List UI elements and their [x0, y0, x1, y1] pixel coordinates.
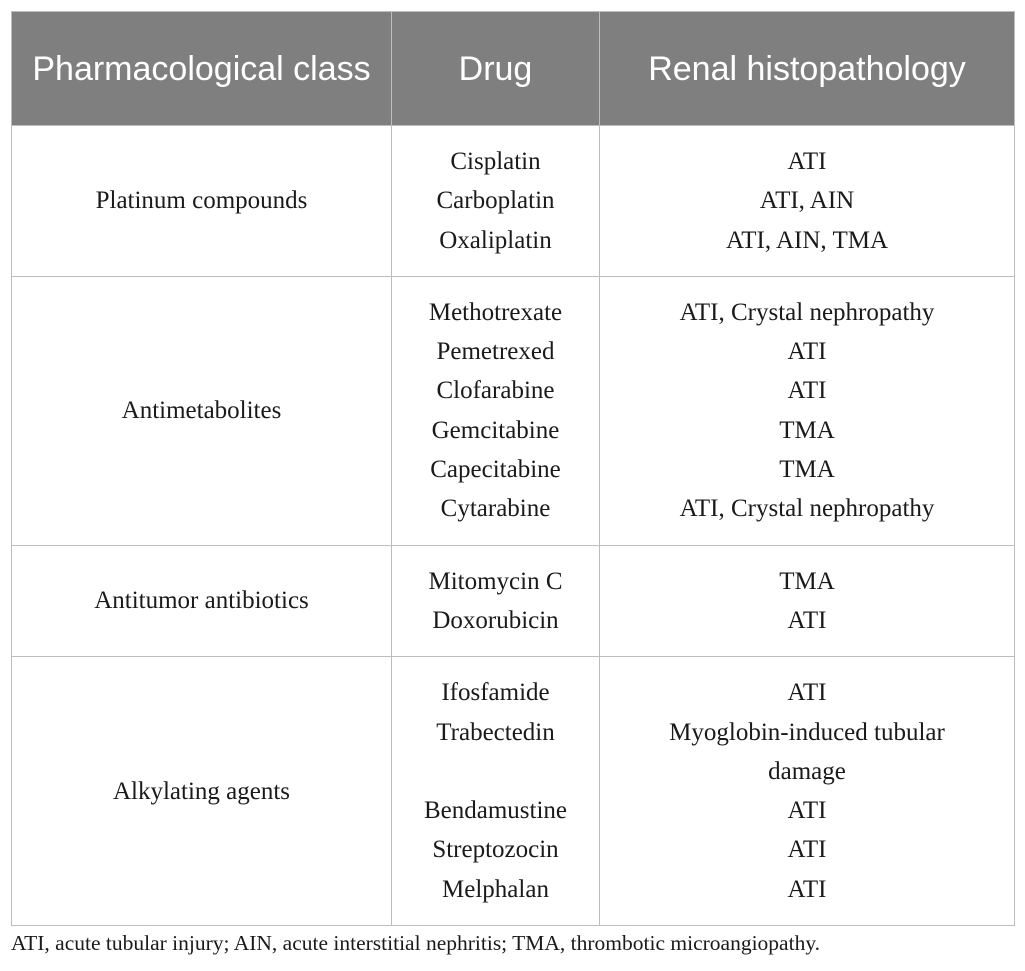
- pathology-value: ATI, Crystal nephropathy: [679, 298, 935, 326]
- header-row: [12, 12, 1015, 126]
- drug-name: Cisplatin: [450, 148, 541, 175]
- drug-name: Bendamustine: [423, 797, 568, 825]
- pathology-value: ATI: [787, 338, 827, 366]
- drug-name: Doxorubicin: [432, 606, 559, 634]
- pathology-value: ATI: [787, 377, 827, 405]
- pathology-cell: [600, 545, 1015, 657]
- pathology-value: ATI, AIN, TMA: [725, 226, 889, 254]
- pathology-cell: [600, 276, 1015, 545]
- header-pharmacological-class: Pharmacological class: [12, 12, 392, 126]
- drug-cell: [392, 276, 600, 545]
- drug-name: Trabectedin: [436, 718, 555, 746]
- drug-table-container: [11, 11, 1014, 926]
- drug-name-spacer: [402, 752, 589, 791]
- class-cell: Antimetabolites: [12, 276, 392, 545]
- pathology-value: Myoglobin-induced tubular: [669, 718, 945, 746]
- pathology-value: ATI: [787, 679, 827, 707]
- pathology-value: ATI: [787, 875, 827, 903]
- pathology-value: ATI: [787, 836, 827, 864]
- table-row: [12, 126, 1015, 277]
- pathology-value: ATI: [787, 606, 827, 634]
- drug-name: Streptozocin: [432, 836, 559, 864]
- drug-name: Oxaliplatin: [439, 226, 552, 254]
- header-drug: Drug: [392, 12, 600, 126]
- pathology-value: ATI: [787, 797, 827, 825]
- pathology-value: TMA: [779, 567, 835, 595]
- pathology-value: ATI: [787, 148, 827, 175]
- drug-cell: [392, 126, 600, 277]
- drug-name: Pemetrexed: [436, 338, 555, 366]
- pathology-value: TMA: [779, 456, 835, 484]
- drug-cell: [392, 657, 600, 926]
- pathology-value: TMA: [779, 416, 835, 444]
- drug-name: Mitomycin C: [428, 567, 563, 595]
- pathology-value: ATI, AIN: [759, 187, 855, 215]
- pathology-cell: [600, 126, 1015, 277]
- header-renal-histopathology: Renal histopathology: [600, 12, 1015, 126]
- drug-name: Gemcitabine: [431, 416, 560, 444]
- class-cell: Platinum compounds: [12, 126, 392, 277]
- drug-cell: [392, 545, 600, 657]
- table-row: [12, 276, 1015, 545]
- table-row: [12, 657, 1015, 926]
- pathology-value: ATI, Crystal nephropathy: [679, 495, 935, 523]
- pathology-cell: [600, 657, 1015, 926]
- drug-name: Ifosfamide: [441, 679, 550, 707]
- drug-name: Methotrexate: [428, 298, 563, 326]
- table-footnote: ATI, acute tubular injury; AIN, acute interstitial nephritis; TMA, thrombotic microangiopathy.: [11, 931, 821, 955]
- drug-name: Melphalan: [442, 875, 549, 903]
- drug-name: Carboplatin: [436, 187, 555, 215]
- class-cell: Antitumor antibiotics: [12, 545, 392, 657]
- drug-name: Cytarabine: [440, 495, 551, 523]
- table-row: [12, 545, 1015, 657]
- drug-name: Capecitabine: [430, 456, 561, 484]
- nephrotoxicity-table: [11, 11, 1015, 926]
- drug-name: Clofarabine: [436, 377, 555, 405]
- class-cell: Alkylating agents: [12, 657, 392, 926]
- pathology-value: damage: [768, 757, 846, 785]
